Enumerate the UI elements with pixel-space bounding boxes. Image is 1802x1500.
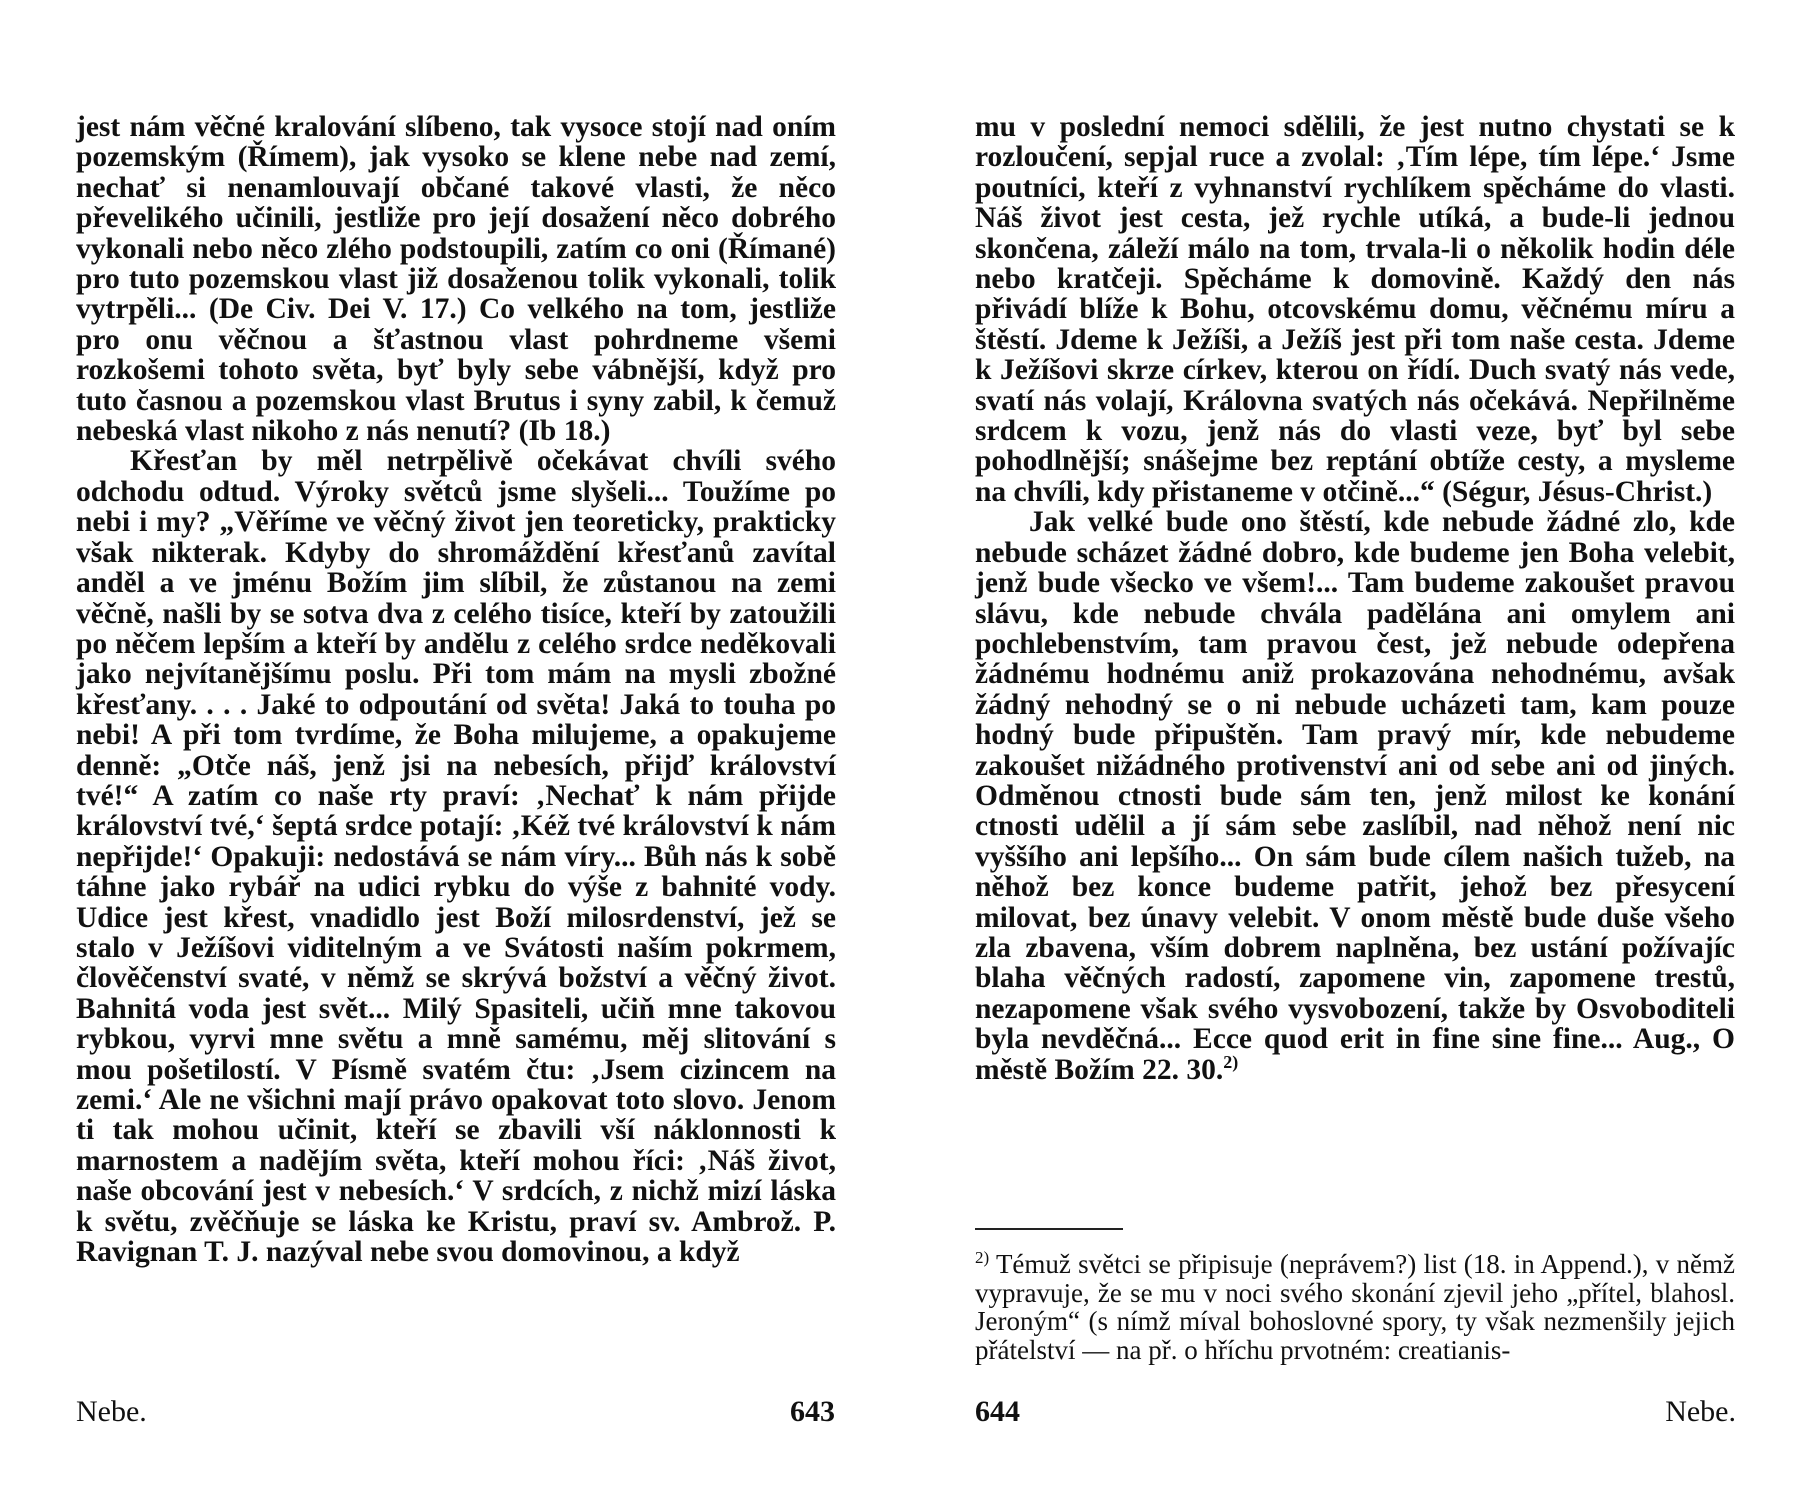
footnote-reference: 2)	[1223, 1051, 1239, 1072]
right-paragraph-2-wrapper	[975, 507, 1735, 1085]
right-paragraph-1: mu v poslední nemoci sdělili, že jest nutno chystati se k rozloučení, sepjal ruce a zvolal: ‚Tím lépe, tím lépe.‘ Jsme poutníci, kteří z vyhnanství rychlíkem spěcháme do vlasti. Náš život jest cesta, jež rychle utíká, a bude-li jednou skončena, záleží málo na tom, trvala-li o několik hodin déle nebo kratčeji. Spěcháme k domovině. Každý den nás přivádí blíže k Bohu, otcovskému domu, věčnému míru a štěstí. Jdeme k Ježíši, a Ježíš jest při tom naše cesta. Jdeme k Ježíšovi skrze církev, kterou on řídí. Duch svatý nás vede, svatí nás volají, Královna svatých nás očekává. Nepřilněme srdcem k vozu, jenž nás do vlasti veze, byť byl sebe pohodlnější; snášejme bez reptání obtíže cesty, a mysleme na chvíli, kdy přistaneme v otčině...“ (Ségur, Jésus-Christ.)	[975, 111, 1735, 508]
left-page-text-column	[76, 112, 836, 1267]
right-paragraph-2: Jak velké bude ono štěstí, kde nebude žádné zlo, kde nebude scházet žádné dobro, kde budeme jen Boha velebit, jenž bude všecko ve všem!... Tam budeme zakoušet pravou slávu, kde nebude chvála padělána ani omylem ani pochlebenstvím, tam pravou čest, jež nebude odepřena žádnému hodnému aniž prokazována nehodnému, avšak žádný nehodný se o ni nebude ucházeti tam, kam pouze hodný bude připuštěn. Tam pravý mír, kde nebudeme zakoušet nižádného protivenství ani od sebe ani od jiných. Odměnou ctnosti bude sám ten, jenž milost ke konání ctnosti udělil a jí sám sebe zaslíbil, nad něhož není nic vyššího ani lepšího... On sám bude cílem našich tužeb, na něhož bez konce budeme patřit, jehož bez přesycení milovat, bez únavy velebit. V onom městě bude duše všeho zla zbavena, vším dobrem naplněna, bez ustání požívajíc blaha věčných radostí, zapomene vin, zapomene trestů, nezapomene však svého vysvobození, takže by Osvoboditeli byla nevděčná... Ecce quod erit in fine sine fine... Aug., O městě Božím 22. 30.	[975, 506, 1735, 1086]
right-page	[901, 0, 1802, 1500]
left-paragraph-1: jest nám věčné kralování slíbeno, tak vysoce stojí nad oním pozemským (Římem), jak vysoko se klene nebe nad zemí, nechať si nenamlouvají občané takové vlasti, že něco převelikého učinili, jestliže pro její dosažení něco dobrého vykonali nebo něco zlého podstoupili, zatím co oni (Římané) pro tuto pozemskou vlast již dosaženou tolik vykonali, tolik vytrpěli... (De Civ. Dei V. 17.) Co velkého na tom, jestliže pro onu věčnou a šťastnou vlast pohrdneme všemi rozkošemi tohoto světa, byť byly sebe vábnější, když pro tuto časnou a pozemskou vlast Brutus i syny zabil, k čemuž nebeská vlast nikoho z nás nenutí? (Ib 18.)	[76, 111, 836, 448]
running-head: Nebe.	[76, 1395, 147, 1428]
page-number: 644	[975, 1395, 1020, 1428]
footnote-divider	[975, 1228, 1123, 1230]
right-page-text-column	[975, 112, 1735, 1085]
footnote-text: Témuž světci se připisuje (neprávem?) list (18. in Append.), v němž vypravuje, že se mu v noci svého skonání zjevil jeho „přítel, blahosl. Jeroným“ (s nímž míval bohoslovné spory, ty však nezmenšily jejich přátelství — na př. o hříchu prvotném: creatianis-	[975, 1249, 1735, 1365]
page-number: 643	[790, 1395, 835, 1428]
footnote	[975, 1250, 1735, 1364]
left-paragraph-2: Křesťan by měl netrpělivě očekávat chvíli svého odchodu odtud. Výroky světců jsme slyšeli... Toužíme po nebi i my? „Věříme ve věčný život jen teoreticky, prakticky však nikterak. Kdyby do shromáždění křesťanů zavítal anděl a ve jménu Božím jim slíbil, že zůstanou na zemi věčně, našli by se sotva dva z celého tisíce, kteří by zatoužili po něčem lepším a kteří by andělu z celého srdce neděkovali jako nejvítanějšímu poslu. Při tom mám na mysli zbožné křesťany. . . . Jaké to odpoutání od světa! Jaká to touha po nebi! A při tom tvrdíme, že Boha milujeme, a opakujeme denně: „Otče náš, jenž jsi na nebesích, přijď království tvé!“ A zatím co naše rty praví: ‚Nechať k nám přijde království tvé,‘ šeptá srdce potají: ‚Kéž tvé království k nám nepřijde!‘ Opakuji: nedostává se nám víry... Bůh nás k sobě táhne jako rybář na udici rybku do výše z bahnité vody. Udice jest křest, vnadidlo jest Boží milosrdenství, jež se stalo v Ježíšovi viditelným a ve Svátosti naším pokrmem, člověčenství svaté, v němž se skrývá božství a věčný život. Bahnitá voda jest svět... Milý Spasiteli, učiň mne takovou rybkou, vyrvi mne světu a mně samému, měj slitování s mou pošetilostí. V Písmě svatém čtu: ‚Jsem cizincem na zemi.‘ Ale ne všichni mají právo opakovat toto slovo. Jenom ti tak mohou učinit, kteří se zbavili vší náklonnosti k marnostem a nadějím světa, kteří mohou říci: ‚Náš život, naše obcování jest v nebesích.‘ V srdcích, z nichž mizí láska k světu, zvěčňuje se láska ke Kristu, praví sv. Ambrož. P. Ravignan T. J. nazýval nebe svou domovinou, a když	[76, 445, 836, 1269]
running-head: Nebe.	[1665, 1395, 1736, 1428]
footnote-marker: 2)	[975, 1248, 990, 1267]
